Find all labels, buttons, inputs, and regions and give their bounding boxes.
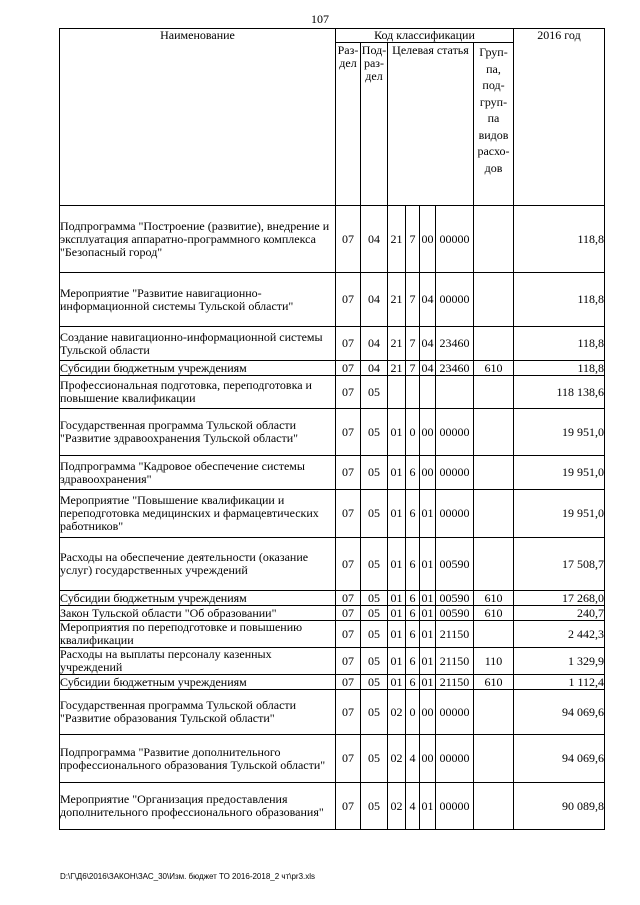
cell-grp — [474, 409, 514, 456]
cell-amount: 90 089,8 — [514, 783, 605, 830]
cell-grp — [474, 538, 514, 591]
cell-rz: 07 — [336, 409, 361, 456]
table-row — [60, 273, 605, 327]
cell-c: 00 — [420, 206, 436, 273]
table-row — [60, 376, 605, 409]
cell-d: 00000 — [436, 456, 474, 490]
cell-a — [388, 376, 406, 409]
cell-name: Подпрограмма "Построение (развитие), внедрение и эксплуатация аппаратно-программного комплекса "Безопасный город" — [60, 206, 336, 273]
cell-d: 21150 — [436, 675, 474, 690]
cell-rz: 07 — [336, 690, 361, 735]
cell-b: 4 — [406, 783, 420, 830]
cell-b: 7 — [406, 273, 420, 327]
cell-b: 6 — [406, 675, 420, 690]
cell-c: 01 — [420, 621, 436, 648]
cell-a: 01 — [388, 606, 406, 621]
cell-b: 6 — [406, 490, 420, 538]
cell-d: 00000 — [436, 783, 474, 830]
cell-a: 01 — [388, 490, 406, 538]
cell-grp — [474, 327, 514, 361]
cell-grp — [474, 273, 514, 327]
cell-pr: 05 — [361, 409, 388, 456]
cell-amount: 19 951,0 — [514, 490, 605, 538]
cell-rz: 07 — [336, 591, 361, 606]
cell-name: Субсидии бюджетным учреждениям — [60, 675, 336, 690]
cell-a: 02 — [388, 783, 406, 830]
cell-a: 01 — [388, 409, 406, 456]
cell-amount: 19 951,0 — [514, 409, 605, 456]
cell-rz: 07 — [336, 606, 361, 621]
cell-grp: 610 — [474, 675, 514, 690]
cell-pr: 05 — [361, 690, 388, 735]
cell-d: 00000 — [436, 206, 474, 273]
cell-rz: 07 — [336, 361, 361, 376]
cell-a: 21 — [388, 327, 406, 361]
cell-d: 00000 — [436, 409, 474, 456]
cell-pr: 05 — [361, 456, 388, 490]
cell-pr: 05 — [361, 621, 388, 648]
cell-rz: 07 — [336, 675, 361, 690]
cell-name: Подпрограмма "Кадровое обеспечение системы здравоохранения" — [60, 456, 336, 490]
cell-b: 7 — [406, 206, 420, 273]
cell-b: 0 — [406, 409, 420, 456]
cell-name: Государственная программа Тульской области "Развитие здравоохранения Тульской области" — [60, 409, 336, 456]
cell-d: 23460 — [436, 327, 474, 361]
cell-name: Подпрограмма "Развитие дополнительного профессионального образования Тульской области" — [60, 735, 336, 783]
cell-amount: 2 442,3 — [514, 621, 605, 648]
cell-pr: 05 — [361, 606, 388, 621]
cell-pr: 05 — [361, 490, 388, 538]
cell-amount: 1 329,9 — [514, 648, 605, 675]
cell-grp — [474, 735, 514, 783]
cell-b: 7 — [406, 327, 420, 361]
cell-pr: 05 — [361, 783, 388, 830]
cell-d: 21150 — [436, 648, 474, 675]
cell-a: 01 — [388, 648, 406, 675]
cell-grp — [474, 490, 514, 538]
page-number: 107 — [311, 12, 329, 26]
cell-name: Профессиональная подготовка, переподготовка и повышение квалификации — [60, 376, 336, 409]
cell-d: 23460 — [436, 361, 474, 376]
cell-name: Расходы на выплаты персоналу казенных учреждений — [60, 648, 336, 675]
cell-a: 01 — [388, 538, 406, 591]
cell-a: 01 — [388, 456, 406, 490]
cell-name: Мероприятие "Повышение квалификации и переподготовка медицинских и фармацевтических работников" — [60, 490, 336, 538]
cell-rz: 07 — [336, 456, 361, 490]
cell-rz: 07 — [336, 206, 361, 273]
cell-c: 01 — [420, 783, 436, 830]
cell-b: 6 — [406, 621, 420, 648]
cell-pr: 05 — [361, 675, 388, 690]
cell-grp — [474, 206, 514, 273]
cell-name: Расходы на обеспечение деятельности (оказание услуг) государственных учреждений — [60, 538, 336, 591]
cell-name: Субсидии бюджетным учреждениям — [60, 361, 336, 376]
file-path-footer: D:\Г\Д6\2016\ЗАКОН\ЗАС_30\Изм. бюджет ТО 2016-2018_2 чт\pr3.xls — [60, 872, 316, 881]
table-row — [60, 327, 605, 361]
cell-amount: 118,8 — [514, 327, 605, 361]
table-row — [60, 621, 605, 648]
cell-name: Мероприятие "Организация предоставления дополнительного профессионального образования" — [60, 783, 336, 830]
cell-rz: 07 — [336, 376, 361, 409]
cell-grp: 610 — [474, 361, 514, 376]
cell-b: 6 — [406, 648, 420, 675]
cell-c: 04 — [420, 273, 436, 327]
cell-b: 6 — [406, 456, 420, 490]
cell-rz: 07 — [336, 273, 361, 327]
header-razdel: Раз- дел — [336, 43, 361, 206]
cell-d: 00000 — [436, 735, 474, 783]
cell-name: Закон Тульской области "Об образовании" — [60, 606, 336, 621]
header-podrazdel: Под- раз- дел — [361, 43, 388, 206]
cell-grp — [474, 690, 514, 735]
budget-table — [59, 28, 605, 830]
cell-amount: 94 069,6 — [514, 690, 605, 735]
header-classification: Код классификации — [336, 29, 514, 43]
cell-d: 00590 — [436, 538, 474, 591]
cell-grp: 610 — [474, 606, 514, 621]
cell-c: 01 — [421, 605, 434, 620]
cell-c: 01 — [420, 648, 436, 675]
cell-c: 01 — [421, 674, 434, 689]
cell-d: 21150 — [436, 621, 474, 648]
cell-a: 21 — [388, 273, 406, 327]
cell-d: 00590 — [436, 591, 474, 606]
table-row — [60, 648, 605, 675]
cell-name: Субсидии бюджетным учреждениям — [60, 591, 336, 606]
cell-rz: 07 — [336, 538, 361, 591]
header-name: Наименование — [60, 29, 336, 206]
cell-a: 01 — [388, 621, 406, 648]
cell-pr: 05 — [361, 538, 388, 591]
table-row — [60, 735, 605, 783]
cell-name: Государственная программа Тульской области "Развитие образования Тульской области" — [60, 690, 336, 735]
cell-c: 04 — [420, 327, 436, 361]
cell-c: 00 — [420, 409, 436, 456]
cell-a: 02 — [388, 690, 406, 735]
cell-pr: 05 — [361, 591, 388, 606]
cell-amount: 94 069,6 — [514, 735, 605, 783]
cell-rz: 07 — [336, 327, 361, 361]
cell-amount: 118,8 — [514, 273, 605, 327]
cell-name: Мероприятия по переподготовке и повышению квалификации — [60, 621, 336, 648]
cell-b — [406, 376, 420, 409]
cell-b: 6 — [406, 538, 420, 591]
header-group: Груп- па, под- груп- па видов расхо- дов — [474, 43, 514, 206]
table-row — [60, 490, 605, 538]
header-year: 2016 год — [514, 29, 605, 206]
cell-amount: 1 112,4 — [514, 675, 605, 690]
cell-rz: 07 — [336, 735, 361, 783]
cell-name: Мероприятие "Развитие навигационно-информационной системы Тульской области" — [60, 273, 336, 327]
cell-c: 01 — [420, 490, 436, 538]
cell-c: 01 — [421, 590, 434, 605]
cell-name: Создание навигационно-информационной системы Тульской области — [60, 327, 336, 361]
cell-c: 00 — [420, 735, 436, 783]
table-row — [60, 606, 605, 621]
cell-pr: 04 — [361, 327, 388, 361]
cell-grp: 610 — [474, 591, 514, 606]
cell-amount: 17 508,7 — [514, 538, 605, 591]
table-row — [60, 409, 605, 456]
header-target: Целевая статья — [388, 43, 474, 206]
cell-b: 6 — [406, 606, 420, 621]
cell-c: 04 — [421, 360, 434, 375]
cell-pr: 04 — [361, 273, 388, 327]
table-row — [60, 690, 605, 735]
cell-pr: 04 — [361, 206, 388, 273]
table-row — [60, 783, 605, 830]
cell-grp: 110 — [474, 648, 514, 675]
cell-c — [420, 376, 436, 409]
cell-rz: 07 — [336, 783, 361, 830]
cell-b: 4 — [406, 735, 420, 783]
cell-pr: 05 — [361, 648, 388, 675]
cell-amount: 240,7 — [514, 606, 605, 621]
table-row — [60, 675, 605, 690]
cell-pr: 04 — [361, 361, 388, 376]
cell-c: 00 — [420, 690, 436, 735]
cell-a: 01 — [388, 675, 406, 690]
cell-b: 0 — [406, 690, 420, 735]
cell-d — [436, 376, 474, 409]
table-row — [60, 206, 605, 273]
cell-a: 02 — [388, 735, 406, 783]
cell-c: 00 — [420, 456, 436, 490]
cell-amount: 17 268,0 — [514, 591, 605, 606]
table-body — [60, 206, 605, 830]
cell-grp — [474, 456, 514, 490]
table-row — [60, 361, 605, 376]
cell-grp — [474, 783, 514, 830]
cell-amount: 19 951,0 — [514, 456, 605, 490]
cell-c: 01 — [420, 538, 436, 591]
cell-b: 6 — [406, 591, 420, 606]
cell-rz: 07 — [336, 621, 361, 648]
cell-a: 21 — [388, 361, 406, 376]
cell-pr: 05 — [361, 376, 388, 409]
cell-grp — [474, 376, 514, 409]
cell-amount: 118 138,6 — [514, 376, 605, 409]
cell-a: 01 — [388, 591, 406, 606]
cell-d: 00000 — [436, 490, 474, 538]
cell-d: 00000 — [436, 690, 474, 735]
table-row — [60, 456, 605, 490]
cell-rz: 07 — [336, 648, 361, 675]
cell-pr: 05 — [361, 735, 388, 783]
cell-a: 21 — [388, 206, 406, 273]
cell-d: 00000 — [436, 273, 474, 327]
table-row — [60, 591, 605, 606]
cell-d: 00590 — [436, 606, 474, 621]
table-row — [60, 538, 605, 591]
cell-rz: 07 — [336, 490, 361, 538]
cell-amount: 118,8 — [514, 361, 605, 376]
cell-amount: 118,8 — [514, 206, 605, 273]
cell-b: 7 — [406, 361, 420, 376]
cell-grp — [474, 621, 514, 648]
